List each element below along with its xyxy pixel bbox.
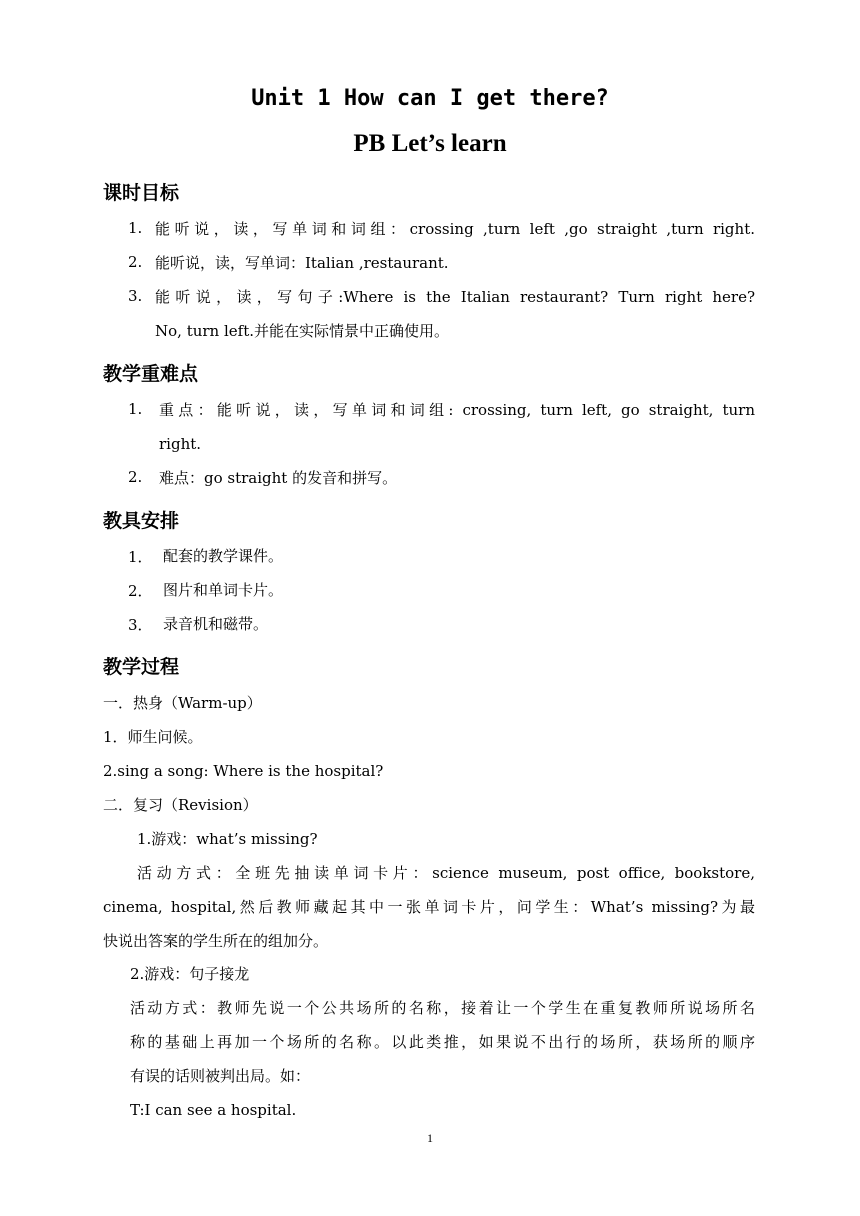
process-line: 2.游戏：句子接龙 <box>130 965 250 983</box>
materials-heading: 教具安排 <box>103 510 180 532</box>
process-heading: 教学过程 <box>103 656 180 678</box>
key-point-1-text-line1: 重点：能听说，读，写单词和词组: crossing, turn left, go straight, turn <box>159 401 755 419</box>
objective-3-text-line2: No, turn left.并能在实际情景中正确使用。 <box>155 322 450 340</box>
material-1-number: 1． <box>128 548 153 566</box>
key-point-1-text-line2: right. <box>159 435 202 453</box>
page-subtitle: PB Let’s learn <box>353 130 507 157</box>
material-3-text: 录音机和磁带。 <box>163 615 269 633</box>
key-point-2-number: 2. <box>128 468 143 486</box>
process-line: 活动方式：全班先抽读单词卡片：science museum, post office, bookstore, <box>137 864 755 882</box>
process-line: 1．师生问候。 <box>103 728 203 746</box>
process-line: cinema, hospital,然后教师藏起其中一张单词卡片，问学生：What’s missing?为最 <box>103 898 755 916</box>
key-points-heading: 教学重难点 <box>103 363 199 385</box>
objective-1-text: 能听说，读，写单词和词组：crossing ,turn left ,go straight ,turn right. <box>155 220 755 238</box>
material-2-text: 图片和单词卡片。 <box>163 581 284 599</box>
process-revision-heading: 二．复习（Revision） <box>103 796 258 814</box>
process-line: 2.sing a song: Where is the hospital? <box>103 762 384 780</box>
key-point-2-text: 难点：go straight 的发音和拼写。 <box>159 469 398 487</box>
process-line: 称的基础上再加一个场所的名称。以此类推，如果说不出行的场所，获场所的顺序 <box>130 1033 755 1051</box>
material-1-text: 配套的教学课件。 <box>163 547 284 565</box>
material-3-number: 3． <box>128 616 153 634</box>
objective-2-text: 能听说，读，写单词：Italian ,restaurant. <box>155 254 449 272</box>
objective-3-text-line1: 能听说，读，写句子:Where is the Italian restaurant? Turn right here? <box>155 288 755 306</box>
objective-2-number: 2. <box>128 253 143 271</box>
process-line: 有误的话则被判出局。如： <box>130 1067 311 1085</box>
process-warmup-heading: 一．热身（Warm-up） <box>103 694 262 712</box>
page-title: Unit 1 How can I get there? <box>251 86 609 111</box>
process-line: T:I can see a hospital. <box>130 1101 297 1119</box>
objectives-heading: 课时目标 <box>103 182 180 204</box>
process-line: 1.游戏：what’s missing? <box>137 830 318 848</box>
material-2-number: 2． <box>128 582 153 600</box>
process-line: 快说出答案的学生所在的组加分。 <box>103 932 329 950</box>
key-point-1-number: 1. <box>128 400 143 418</box>
process-line: 活动方式：教师先说一个公共场所的名称，接着让一个学生在重复教师所说场所名 <box>130 999 755 1017</box>
objective-1-number: 1. <box>128 219 143 237</box>
objective-3-number: 3. <box>128 287 143 305</box>
page-number: 1 <box>427 1131 433 1145</box>
